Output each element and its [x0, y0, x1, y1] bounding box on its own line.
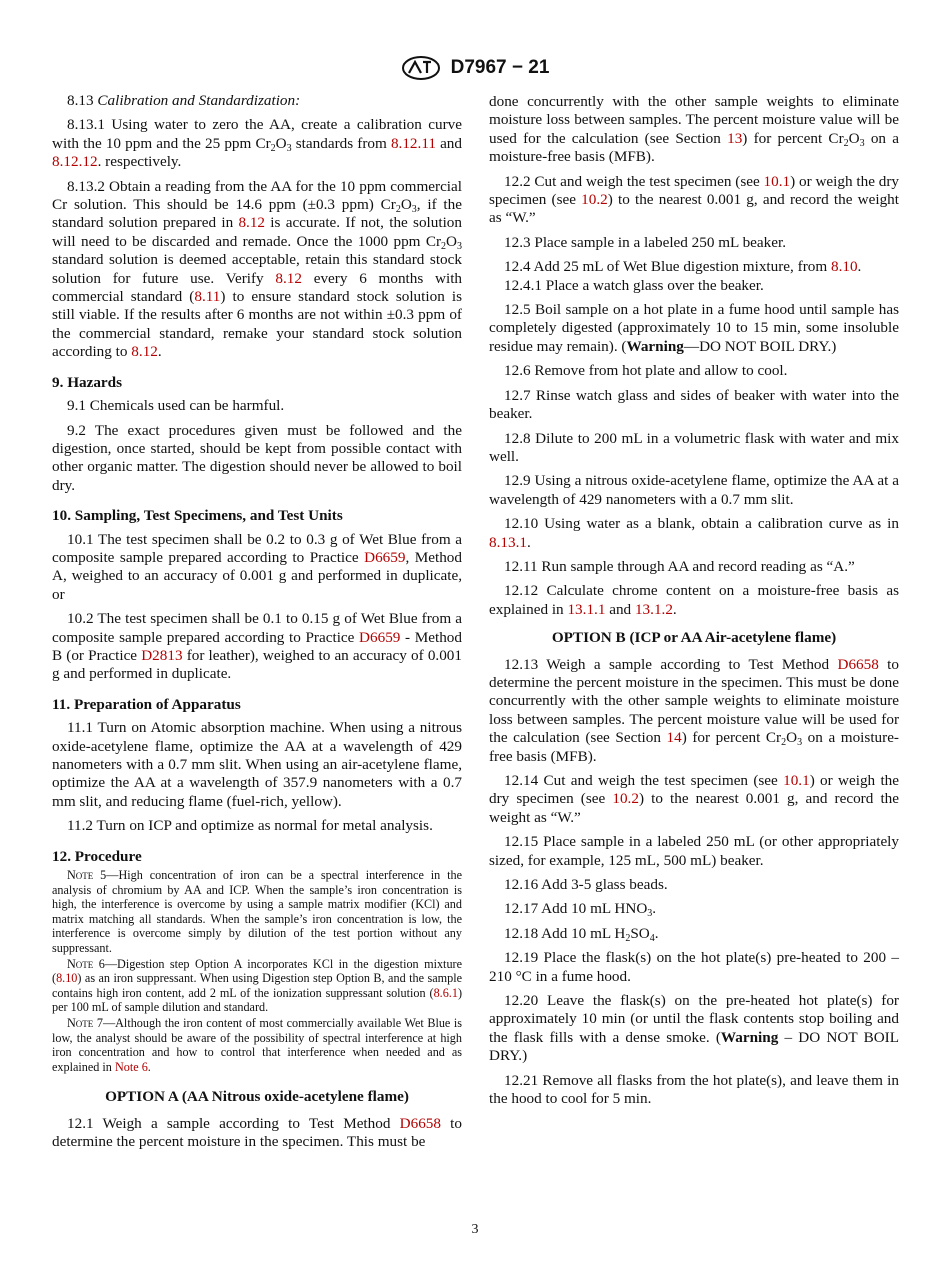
paragraph-8-13-2: 8.13.2 Obtain a reading from the AA for the 10 ppm commercial Cr solution. This should be 14.6 ppm (±0.3 ppm) $Cr_2O_3$, if the standard solution prepared in 8.12 is accurate. If not, the solution will need to be discarded and remade. Once the 1000 ppm $Cr_2O_3$ standard solution is deemed acceptable, retain this standard stock solution for future use. Verify 8.12 every 6 months with commercial standard (8.11) to ensure standard stock solution is still viable. If the results after 6 months are not within ±0.3 ppm of the commercial standard, remake your standard stock solution according to 8.12. [52, 177, 463, 361]
paragraph-12-3: 12.3 Place sample in a labeled 250 mL beaker. [504, 233, 786, 251]
astm-logo-icon [401, 56, 441, 80]
paragraph-12-10: 12.10 Using water as a blank, obtain a calibration curve as in 8.13.1. [489, 515, 899, 551]
paragraph-9-1: 9.1 Chemicals used can be harmful. [67, 397, 285, 415]
ref-link[interactable]: 8.10 [56, 971, 78, 986]
paragraph-12-11: 12.11 Run sample through AA and record reading as “A.” [504, 557, 855, 575]
paragraph-12-1-continued: done concurrently with the other sample weights to eliminate moisture loss between samples. The percent moisture value will be used for the calculation (see Section 13) for percent $Cr_2O_3$ on a moisture-free basis (MFB). [489, 93, 899, 166]
ref-link[interactable]: 13.1.1 [567, 600, 606, 618]
paragraph-12-7: 12.7 Rinse watch glass and sides of beaker with water into the beaker. [489, 386, 899, 423]
paragraph-12-15: 12.15 Place sample in a labeled 250 mL (or other appropriately sized, for example, 125 mL, 500 mL) beaker. [489, 833, 899, 869]
paragraph-12-16: 12.16 Add 3-5 glass beads. [504, 876, 668, 894]
right-column [489, 93, 899, 1115]
note-5: Note 5—High concentration of iron can be a spectral interference in the analysis of chromium by AA and ICP. When the sample’s iron concentration is high, the interference is overcome by using a sample matrix modifier (KCl) and matrix matching all standards. When the sample’s iron concentration is low, the interference is overcome simply by dilution of the test portion without any suppressant. [52, 868, 463, 955]
ref-link[interactable]: D6659 [359, 628, 401, 646]
paragraph-12-18: 12.18 Add 10 mL $H_2SO_4$. [504, 924, 659, 944]
paragraph-12-21: 12.21 Remove all flasks from the hot plate(s), and leave them in the hood to cool for 5 min. [489, 1071, 899, 1108]
paragraph-12-17: 12.17 Add 10 mL $HNO_3$. [504, 900, 657, 920]
ref-link[interactable]: 10.2 [612, 790, 639, 808]
ref-link[interactable]: 8.12.12 [52, 153, 98, 171]
paragraph-12-19: 12.19 Place the flask(s) on the hot plate(s) pre-heated to 200 – 210 °C in a fume hood. [489, 949, 899, 985]
heading-apparatus: 11. Preparation of Apparatus [52, 695, 241, 713]
ref-link[interactable]: 10.1 [783, 772, 810, 789]
paragraph-12-12: 12.12 Calculate chrome content on a moisture-free basis as explained in 13.1.1 and 13.1.2. [489, 582, 899, 618]
paragraph-11-1: 11.1 Turn on Atomic absorption machine. When using a nitrous oxide-acetylene flame, optimize the AA at a wavelength of 429 nanometers with a 0.7 mm slit. When using an air-acetylene flame, optimize the AA at a wavelength of 357.9 nanometers with a 0.7 mm slit, and reducing flame (fuel-rich, yellow). [52, 719, 462, 810]
paragraph-8-13-1: 8.13.1 Using water to zero the AA, create a calibration curve with the 10 ppm and the 25 ppm $Cr_2O_3$ standards from 8.12.11 and 8.12.12. respectively. [52, 116, 462, 171]
ref-link[interactable]: Note 6 [114, 1059, 148, 1074]
paragraph-12-14: 12.14 Cut and weigh the test specimen (see 10.1) or weigh the dry specimen (see 10.2) to the nearest 0.001 g, and record the weight as “W.” [489, 772, 899, 826]
ref-link[interactable]: 8.10 [830, 258, 858, 276]
heading-option-a: OPTION A (AA Nitrous oxide-acetylene flame) [105, 1088, 409, 1106]
note-7: Note 7—Although the iron content of most commercially available Wet Blue is low, the analyst should be aware of the possibility of spectral interference at high iron concentration and how to control that interference when needed and as explained in Note 6. [52, 1015, 463, 1074]
ref-link[interactable]: 13 [727, 129, 743, 147]
paragraph-10-2: 10.2 The test specimen shall be 0.1 to 0.15 g of Wet Blue from a composite sample prepared according to Practice D6659 - Method B (or Practice D2813 for leather), weighed to an accuracy of 0.001 g and performed in duplicate. [52, 610, 462, 683]
paragraph-12-20: 12.20 Leave the flask(s) on the pre-heated hot plate(s) for approximately 10 min (or until the flask contents stop boiling and the flask fills with a dense smoke. (Warning – DO NOT BOIL DRY.) [489, 992, 900, 1065]
heading-hazards: 9. Hazards [52, 373, 123, 391]
page-header [0, 56, 950, 80]
paragraph-12-5: 12.5 Boil sample on a hot plate in a fume hood until sample has completely digested (approximately 10 to 15 min, some insoluble residue may remain). (Warning—DO NOT BOIL DRY.) [489, 301, 899, 355]
heading-sampling: 10. Sampling, Test Specimens, and Test Units [52, 507, 343, 525]
ref-link[interactable]: 14 [666, 729, 682, 747]
ref-link[interactable]: 8.6.1 [433, 985, 458, 1000]
ref-link[interactable]: 8.11 [194, 288, 221, 306]
paragraph-12-1: 12.1 Weigh a sample according to Test Method D6658 to determine the percent moisture in the specimen. This must be [52, 1114, 462, 1151]
heading-procedure: 12. Procedure [52, 847, 142, 865]
paragraph-11-2: 11.2 Turn on ICP and optimize as normal for metal analysis. [67, 817, 433, 835]
ref-link[interactable]: D6658 [837, 655, 879, 673]
ref-link[interactable]: 8.13.1 [489, 533, 527, 551]
paragraph-12-2: 12.2 Cut and weigh the test specimen (see 10.1) or weigh the dry specimen (see 10.2) to the nearest 0.001 g, and record the weight as “W.” [489, 172, 900, 227]
note-6: Note 6—Digestion step Option A incorporates KCl in the digestion mixture (8.10) as an iron suppressant. When using Digestion step Option B, and the sample contains high iron content, add 2 mL of the ionization suppressant solution (8.6.1) per 100 mL of sample dilution and standard. [52, 956, 463, 1015]
ref-link[interactable]: 10.2 [581, 191, 608, 209]
ref-link[interactable]: 10.1 [763, 172, 791, 190]
ref-link[interactable]: 13.1.2 [634, 600, 673, 618]
paragraph-9-2: 9.2 The exact procedures given must be followed and the digestion, once started, should be kept from possible contact with other organic matter. The digestion should never be allowed to boil dry. [52, 421, 462, 494]
heading-option-b: OPTION B (ICP or AA Air-acetylene flame) [551, 629, 837, 647]
ref-link[interactable]: 8.12 [131, 343, 158, 361]
paragraph-12-4: 12.4 Add 25 mL of Wet Blue digestion mixture, from 8.10. [504, 258, 862, 276]
ref-link[interactable]: D6658 [399, 1114, 441, 1132]
document-id: D7967 − 21 [450, 57, 550, 78]
page-number: 3 [471, 1222, 479, 1237]
ref-link[interactable]: 8.12.11 [390, 134, 436, 152]
ref-link[interactable]: D6659 [364, 548, 406, 566]
ref-link[interactable]: D2813 [141, 646, 183, 664]
section-8-13: 8.13 Calibration and Standardization: [67, 92, 301, 109]
paragraph-12-6: 12.6 Remove from hot plate and allow to cool. [504, 362, 788, 380]
ref-link[interactable]: 8.12 [238, 214, 266, 232]
left-column [52, 92, 462, 1152]
paragraph-12-4-1: 12.4.1 Place a watch glass over the beaker. [504, 276, 764, 294]
paragraph-10-1: 10.1 The test specimen shall be 0.2 to 0.3 g of Wet Blue from a composite sample prepared according to Practice D6659, Method A, weighed to an accuracy of 0.001 g and performed in duplicate, or [52, 530, 462, 603]
paragraph-12-9: 12.9 Using a nitrous oxide-acetylene flame, optimize the AA at a wavelength of 429 nanometers with a 0.7 mm slit. [489, 472, 899, 508]
paragraph-12-8: 12.8 Dilute to 200 mL in a volumetric flask with water and mix well. [489, 429, 899, 465]
paragraph-12-13: 12.13 Weigh a sample according to Test Method D6658 to determine the percent moisture in the specimen. This must be done concurrently with the other sample weights to eliminate moisture loss between samples. The percent moisture value will be used for the calculation (see Section 14) for percent $Cr_2O_3$ on a moisture-free basis (MFB). [489, 655, 899, 765]
ref-link[interactable]: 8.12 [275, 269, 302, 287]
